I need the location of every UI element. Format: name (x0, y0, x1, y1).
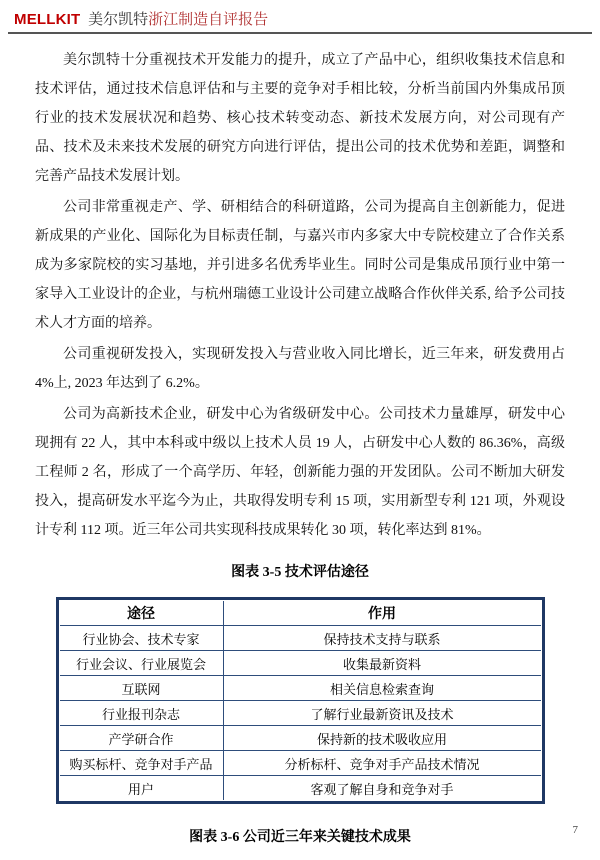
evaluation-table-frame (56, 597, 545, 804)
evaluation-table (60, 601, 541, 800)
table-cell: 相关信息检索查询 (223, 676, 540, 701)
table-header-row (60, 601, 541, 626)
brand-logo-text: MELLKIT (14, 11, 81, 28)
table-cell: 保持技术支持与联系 (223, 626, 540, 651)
table-row (60, 701, 541, 726)
table-header-cell: 作用 (223, 601, 540, 626)
table-cell: 保持新的技术吸收应用 (223, 726, 540, 751)
figure-caption-3-6: 图表 3-6 公司近三年来关键技术成果 (189, 830, 411, 845)
table-cell: 行业协会、技术专家 (60, 626, 224, 651)
table-row (60, 751, 541, 776)
table-row (60, 651, 541, 676)
table-cell: 行业会议、行业展览会 (60, 651, 224, 676)
page-header (8, 0, 592, 34)
body-paragraph: 公司重视研发投入，实现研发投入与营业收入同比增长，近三年来，研发费用占 4%上, 2023 年达到了 6.2%。 (35, 347, 565, 391)
table-cell: 购买标杆、竞争对手产品 (60, 751, 224, 776)
table-cell: 了解行业最新资讯及技术 (223, 701, 540, 726)
body-paragraph: 公司非常重视走产、学、研相结合的科研道路，公司为提高自主创新能力，促进新成果的产业化、国际化为目标责任制，与嘉兴市内多家大中专院校建立了合作关系成为多家院校的实习基地，并引进多名优秀毕业生。同时公司是集成吊顶行业中第一家导入工业设计的企业，与杭州瑞德工业设计公司建立战略合作伙伴关系, 给予公司技术人才方面的培养。 (35, 200, 565, 331)
table-row (60, 726, 541, 751)
company-name: 美尔凯特 (88, 12, 149, 28)
table-cell: 收集最新资料 (223, 651, 540, 676)
table-cell: 用户 (60, 776, 224, 801)
figure-caption-3-5: 图表 3-5 技术评估途径 (231, 565, 369, 580)
body-paragraph: 美尔凯特十分重视技术开发能力的提升，成立了产品中心，组织收集技术信息和技术评估，通过技术信息评估和与主要的竞争对手相比较，分析当前国内外集成吊顶行业的技术发展状况和趋势、核心技术转变动态、新技术发展方向，对公司现有产品、技术及未来技术发展的研究方向进行评估，提出公司的技术优势和差距，调整和完善产品技术发展计划。 (35, 53, 565, 184)
table-row (60, 676, 541, 701)
table-cell: 分析标杆、竞争对手产品技术情况 (223, 751, 540, 776)
table-row (60, 626, 541, 651)
document-title: 浙江制造自评报告 (148, 12, 269, 28)
table-cell: 产学研合作 (60, 726, 224, 751)
table-header-cell: 途径 (60, 601, 224, 626)
page-number: 7 (572, 824, 578, 836)
table-cell: 互联网 (60, 676, 224, 701)
table-cell: 行业报刊杂志 (60, 701, 224, 726)
document-body (35, 46, 565, 846)
table-row (60, 776, 541, 801)
body-paragraph: 公司为高新技术企业，研发中心为省级研发中心。公司技术力量雄厚，研发中心现拥有 22 人，其中本科或中级以上技术人员 19 人，占研发中心人数的 86.36%，高级工程师 2 名，形成了一个高学历、年轻，创新能力强的开发团队。公司不断加大研发投入，提高研发水平迄今为止，共取得发明专利 15 项，实用新型专利 121 项，外观设计专利 112 项。近三年公司共实现科技成果转化 30 项，转化率达到 81%。 (35, 407, 565, 538)
table-cell: 客观了解自身和竞争对手 (223, 776, 540, 801)
